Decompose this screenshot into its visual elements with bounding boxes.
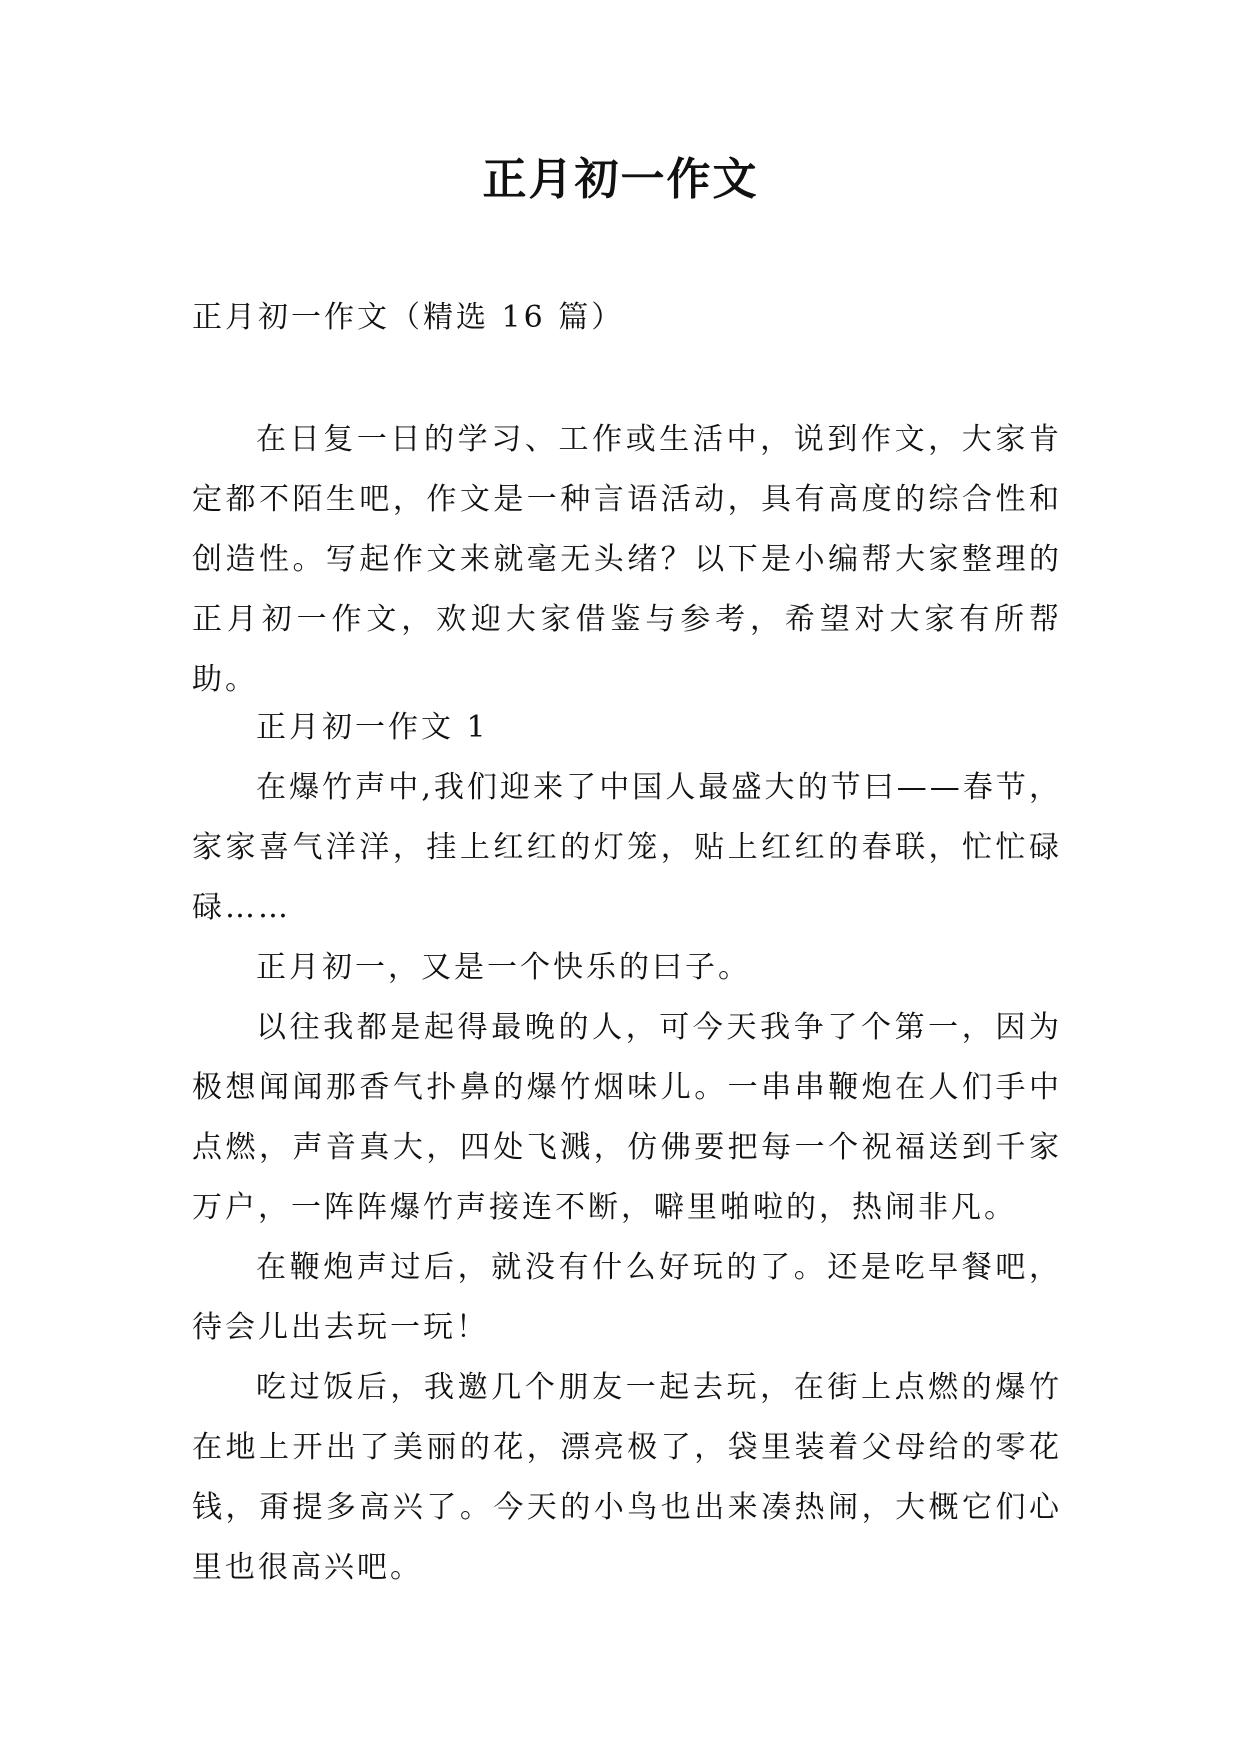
essay-section	[192, 698, 1062, 1598]
essay-paragraph: 在鞭炮声过后，就没有什么好玩的了。还是吃早餐吧，待会儿出去玩一玩！	[192, 1250, 1062, 1345]
intro-paragraph: 在日复一日的学习、工作或生活中，说到作文，大家肯定都不陌生吧，作文是一种言语活动，具有高度的综合性和创造性。写起作文来就毫无头绪？以下是小编帮大家整理的正月初一作文，欢迎大家借鉴与参考，希望对大家有所帮助。	[192, 422, 1062, 697]
essay-heading: 正月初一作文 1	[256, 710, 489, 745]
intro-section	[192, 410, 1062, 710]
document-subtitle: 正月初一作文（精选 16 篇）	[192, 300, 625, 335]
essay-paragraph: 正月初一，又是一个快乐的曰子。	[256, 950, 751, 985]
essay-paragraph: 以往我都是起得最晚的人，可今天我争了个第一，因为极想闻闻那香气扑鼻的爆竹烟味儿。一串串鞭炮在人们手中点燃，声音真大，四处飞溅，仿佛要把每一个祝福送到千家万户，一阵阵爆竹声接连不断，噼里啪啦的，热闹非凡。	[192, 1010, 1062, 1225]
essay-paragraph: 在爆竹声中,我们迎来了中国人最盛大的节曰——春节，家家喜气洋洋，挂上红红的灯笼，贴上红红的春联，忙忙碌碌……	[192, 770, 1062, 925]
essay-paragraph: 吃过饭后，我邀几个朋友一起去玩，在街上点燃的爆竹在地上开出了美丽的花，漂亮极了，袋里装着父母给的零花钱，甭提多高兴了。今天的小鸟也出来凑热闹，大概它们心里也很高兴吧。	[192, 1370, 1062, 1585]
document-title: 正月初一作文	[482, 154, 759, 205]
